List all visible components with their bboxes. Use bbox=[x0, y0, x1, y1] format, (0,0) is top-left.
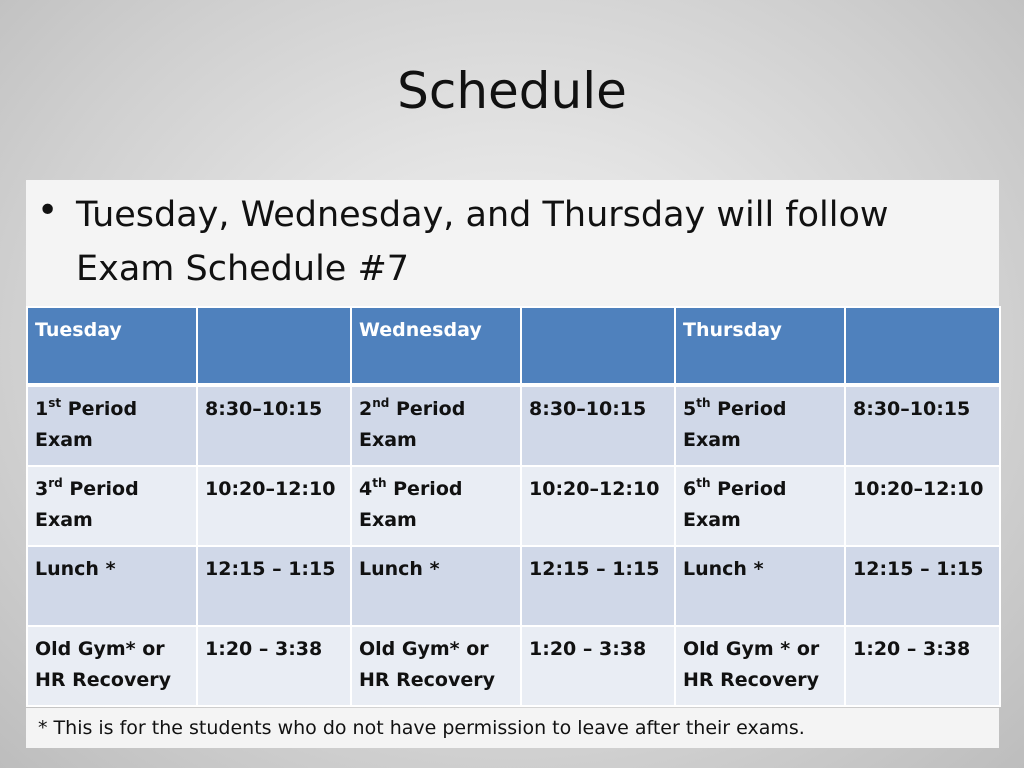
header-cell-wednesday-time bbox=[521, 307, 675, 385]
cell-text: 1:20 – 3:38 bbox=[205, 638, 323, 660]
cell-text: Lunch * bbox=[683, 558, 764, 580]
cell-text: Period Exam bbox=[683, 398, 787, 451]
cell-text: Old Gym* or HR Recovery bbox=[359, 638, 496, 691]
ordinal-suffix: th bbox=[372, 475, 387, 490]
table-cell bbox=[351, 385, 521, 466]
table-cell bbox=[521, 385, 675, 466]
cell-text: 10:20–12:10 bbox=[205, 478, 336, 500]
cell-text: Period Exam bbox=[359, 398, 466, 451]
table-cell bbox=[845, 385, 1000, 466]
footnote: * This is for the students who do not have permission to leave after their exams. bbox=[26, 708, 999, 748]
table-cell bbox=[351, 626, 521, 706]
table-header-row bbox=[27, 307, 1000, 385]
table-cell bbox=[675, 385, 845, 466]
period-number: 6 bbox=[683, 478, 697, 500]
table-cell bbox=[675, 466, 845, 546]
table-cell bbox=[351, 466, 521, 546]
period-number: 3 bbox=[35, 478, 49, 500]
table-cell bbox=[521, 546, 675, 626]
table-cell bbox=[675, 546, 845, 626]
cell-text: 1:20 – 3:38 bbox=[853, 638, 971, 660]
table-cell bbox=[27, 546, 197, 626]
cell-text: Old Gym * or HR Recovery bbox=[683, 638, 820, 691]
cell-text: 10:20–12:10 bbox=[853, 478, 984, 500]
cell-text: Old Gym* or HR Recovery bbox=[35, 638, 172, 691]
ordinal-suffix: th bbox=[696, 395, 711, 410]
period-number: 5 bbox=[683, 398, 697, 420]
cell-text: 8:30–10:15 bbox=[529, 398, 647, 420]
table-cell bbox=[197, 546, 351, 626]
cell-text: Period Exam bbox=[359, 478, 463, 531]
table-cell bbox=[27, 385, 197, 466]
table-cell bbox=[521, 466, 675, 546]
table-cell bbox=[675, 626, 845, 706]
table-row bbox=[27, 385, 1000, 466]
table-cell bbox=[197, 466, 351, 546]
header-cell-tuesday: Tuesday bbox=[27, 307, 197, 385]
cell-text: Period Exam bbox=[35, 398, 138, 451]
cell-text: Period Exam bbox=[35, 478, 139, 531]
ordinal-suffix: rd bbox=[48, 475, 63, 490]
cell-text: 8:30–10:15 bbox=[205, 398, 323, 420]
table-cell bbox=[845, 546, 1000, 626]
table-cell bbox=[27, 626, 197, 706]
ordinal-suffix: st bbox=[48, 395, 62, 410]
cell-text: 12:15 – 1:15 bbox=[853, 558, 984, 580]
table-cell bbox=[845, 466, 1000, 546]
period-number: 1 bbox=[35, 398, 49, 420]
ordinal-suffix: th bbox=[696, 475, 711, 490]
header-cell-thursday: Thursday bbox=[675, 307, 845, 385]
cell-text: Lunch * bbox=[359, 558, 440, 580]
slide-title: Schedule bbox=[397, 62, 627, 120]
table-cell bbox=[521, 626, 675, 706]
period-number: 4 bbox=[359, 478, 373, 500]
bullet-dot-icon: • bbox=[37, 190, 59, 231]
cell-text: Period Exam bbox=[683, 478, 787, 531]
table-row bbox=[27, 546, 1000, 626]
bullet-text: Tuesday, Wednesday, and Thursday will follow Exam Schedule #7 bbox=[76, 195, 889, 289]
period-number: 2 bbox=[359, 398, 373, 420]
cell-text: 8:30–10:15 bbox=[853, 398, 971, 420]
cell-text: 1:20 – 3:38 bbox=[529, 638, 647, 660]
cell-text: Lunch * bbox=[35, 558, 116, 580]
header-cell-thursday-time bbox=[845, 307, 1000, 385]
table-row bbox=[27, 626, 1000, 706]
table-cell bbox=[197, 626, 351, 706]
header-cell-tuesday-time bbox=[197, 307, 351, 385]
exam-schedule-table bbox=[26, 306, 1001, 707]
table-cell bbox=[845, 626, 1000, 706]
table-row bbox=[27, 466, 1000, 546]
table-cell bbox=[351, 546, 521, 626]
table-cell bbox=[27, 466, 197, 546]
header-cell-wednesday: Wednesday bbox=[351, 307, 521, 385]
cell-text: 12:15 – 1:15 bbox=[529, 558, 660, 580]
cell-text: 10:20–12:10 bbox=[529, 478, 660, 500]
table-cell bbox=[197, 385, 351, 466]
ordinal-suffix: nd bbox=[372, 395, 390, 410]
cell-text: 12:15 – 1:15 bbox=[205, 558, 336, 580]
